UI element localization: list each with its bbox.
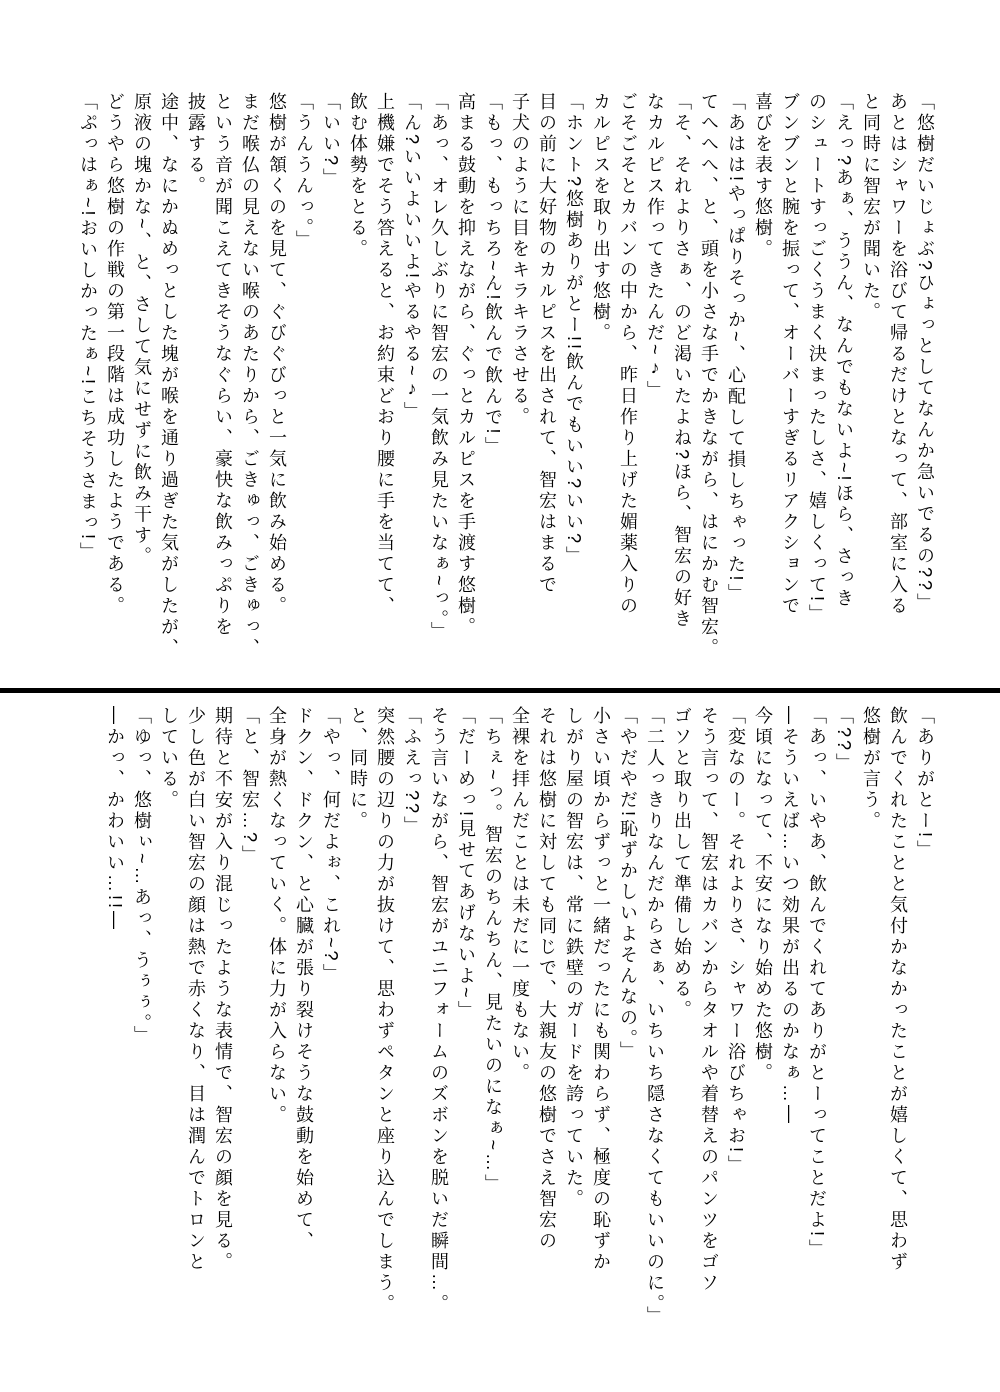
text-line: 「変なのー。それよりさ、シャワー浴びちゃお!」 bbox=[726, 706, 746, 1177]
text-line: そう言って、智宏はカバンからタオルや着替えのパンツをゴソ bbox=[699, 706, 719, 1294]
text-line: 途中、なにかぬめっとした塊が喉を通り過ぎた気がしたが、 bbox=[159, 92, 179, 659]
text-line: 「ん?いいよいいよ!やるやる~♪」 bbox=[402, 92, 422, 423]
text-line: なカルピス作ってきたんだ~♪」 bbox=[645, 92, 665, 402]
text-line: 「もっ、もっちろ~ん!飲んで飲んで!」 bbox=[483, 92, 503, 458]
text-line: 「ホント?悠樹ありがとー!!飲んでもいい?いい?」 bbox=[564, 92, 584, 568]
text-line: 「あはは!やっぱりそっか~、心配して損しちゃった!」 bbox=[726, 92, 746, 605]
text-line: 飲んでくれたことと気付かなかったことが嬉しくて、思わず bbox=[888, 706, 908, 1273]
text-line: 「ふえっ??」 bbox=[402, 706, 422, 838]
text-line: という音が聞こえてきそうなぐらい、豪快な飲みっぷりを bbox=[213, 92, 233, 638]
text-line: 「??」 bbox=[834, 706, 854, 775]
text-line: 「えっ?あぁ、ううん、なんでもないよ~!ほら、さっき bbox=[834, 92, 854, 610]
text-line: 悠樹が言う。 bbox=[861, 706, 881, 832]
text-line: 「あっ、いやあ、飲んでくれてありがとーってことだよ!」 bbox=[807, 706, 827, 1261]
text-line: 上機嫌でそう答えると、お約束どおり腰に手を当てて、 bbox=[375, 92, 395, 617]
text-line: 「いい?」 bbox=[321, 92, 341, 190]
text-line: ドクン、ドクン、と心臓が張り裂けそうな鼓動を始めて、 bbox=[294, 706, 314, 1252]
text-line: 悠樹が頷くのを見て、ぐびぐびっと一気に飲み始める。 bbox=[267, 92, 287, 617]
text-line: 「ぷっはぁ~!おいしかったぁ~!こちそうさまっ!」 bbox=[78, 92, 98, 564]
text-line: 目の前に大好物のカルピスを出されて、智宏はまるで bbox=[537, 92, 557, 596]
text-line: 原液の塊かな~、と、さして気にせずに飲み干す。 bbox=[132, 92, 152, 568]
text-line: 「ありがとー!」 bbox=[915, 706, 935, 862]
text-line: 全裸を拝んだことは未だに一度もない。 bbox=[510, 706, 530, 1084]
text-line: 「うんうんっ。」 bbox=[294, 92, 314, 251]
text-line: ゴソと取り出して準備し始める。 bbox=[672, 706, 692, 1021]
text-line: 突然腰の辺りの力が抜けて、思わずペタンと座り込んでしまう。 bbox=[375, 706, 395, 1315]
story-text-bottom-section bbox=[101, 706, 938, 1368]
text-line: 喜びを表す悠樹。 bbox=[753, 92, 773, 260]
text-line: 披露する。 bbox=[186, 92, 206, 197]
text-line: 今頃になって、不安になり始めた悠樹。 bbox=[753, 706, 773, 1084]
text-line: 全身が熱くなっていく。体に力が入らない。 bbox=[267, 706, 287, 1126]
story-text-top-section bbox=[74, 92, 938, 684]
text-line: 期待と不安が入り混じったような表情で、智宏の顔を見る。 bbox=[213, 706, 233, 1273]
text-line: あとはシャワーを浴びて帰るだけとなって、部室に入る bbox=[888, 92, 908, 617]
text-line: てへへへ、と、頭を小さな手でかきながら、はにかむ智宏。 bbox=[699, 92, 719, 659]
text-line: 高まる鼓動を抑えながら、ぐっとカルピスを手渡す悠樹。 bbox=[456, 92, 476, 638]
text-line: と、同時に。 bbox=[348, 706, 368, 832]
text-line: 「やだやだ!恥ずかしいよそんなの。」 bbox=[618, 706, 638, 1063]
section-divider bbox=[0, 688, 1000, 693]
text-line: カルピスを取り出す悠樹。 bbox=[591, 92, 611, 344]
text-line: 「と、智宏…?」 bbox=[240, 706, 260, 867]
text-line: 子犬のように目をキラキラさせる。 bbox=[510, 92, 530, 428]
text-line: 「そ、それよりさぁ、のど渇いたよね?ほら、智宏の好き bbox=[672, 92, 692, 631]
text-line: そう言いながら、智宏がユニフォームのズボンを脱いだ瞬間…。 bbox=[429, 706, 449, 1315]
text-line: 飲む体勢をとる。 bbox=[348, 92, 368, 260]
text-line: それは悠樹に対しても同じで、大親友の悠樹でさえ智宏の bbox=[537, 706, 557, 1252]
text-line: ―そういえば…いつ効果が出るのかなぁ…― bbox=[780, 706, 800, 1126]
text-line: ブンブンと腕を振って、オーバーすぎるリアクションで bbox=[780, 92, 800, 617]
text-line: 「二人っきりなんだからさぁ、いちいち隠さなくてもいいのに。」 bbox=[645, 706, 665, 1327]
text-line: と同時に智宏が聞いた。 bbox=[861, 92, 881, 323]
text-line: 「あっ、オレ久しぶりに智宏の一気飲み見たいなぁ~っ。」 bbox=[429, 92, 449, 643]
text-line: 「だーめっ!見せてあげないよ~」 bbox=[456, 706, 476, 1022]
text-line: 「悠樹だいじょぶ?ひょっとしてなんか急いでるの??」 bbox=[915, 92, 935, 615]
text-line: 「やっ、何だよぉ、これ~?」 bbox=[321, 706, 341, 985]
text-line: 小さい頃からずっと一緒だったにも関わらず、極度の恥ずか bbox=[591, 706, 611, 1273]
text-line: しがり屋の智宏は、常に鉄壁のガードを誇っていた。 bbox=[564, 706, 584, 1210]
text-line: まだ喉仏の見えない喉のあたりから、ごきゅっ、ごきゅっ、 bbox=[240, 92, 260, 659]
text-line: 「ちぇ~っ。智宏のちんちん、見たいのになぁ~…」 bbox=[483, 706, 503, 1196]
text-line: 少し色が白い智宏の顔は熱で赤くなり、目は潤んでトロンと bbox=[186, 706, 206, 1273]
text-line: のシュートすっごくうまく決まったしさ、嬉しくって!」 bbox=[807, 92, 827, 626]
text-line: 「ゆっ、悠樹ぃ~…あっ、うぅぅ。」 bbox=[132, 706, 152, 1047]
text-line: どうやら悠樹の作戦の第一段階は成功したようである。 bbox=[105, 92, 125, 617]
text-line: している。 bbox=[159, 706, 179, 811]
text-line: ごそごそとカバンの中から、昨日作り上げた媚薬入りの bbox=[618, 92, 638, 617]
text-line: ―かっ、かわいい…!!― bbox=[105, 706, 125, 933]
